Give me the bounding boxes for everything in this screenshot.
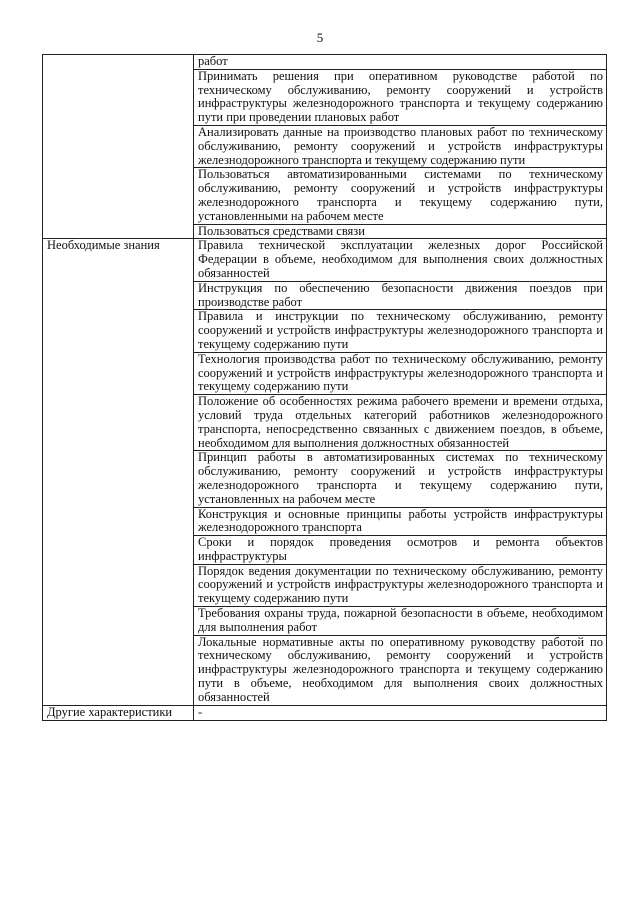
- knowledge-item: Технология производства работ по техническому обслуживанию, ремонту сооружений и устройств инфраструктуры железнодорожного транспорта и текущему содержанию пути: [194, 352, 607, 394]
- page-number: 5: [316, 30, 324, 45]
- table-row: [43, 239, 607, 281]
- skill-item: Принимать решения при оперативном руководстве работой по техническому обслуживанию, ремонту сооружений и устройств инфраструктуры железнодорожного транспорта и текущему содержанию пути при проведении плановых работ: [194, 69, 607, 125]
- knowledge-item: Требования охраны труда, пожарной безопасности в объеме, необходимом для выполнения работ: [194, 607, 607, 636]
- knowledge-item: Правила и инструкции по техническому обслуживанию, ремонту сооружений и устройств инфраструктуры железнодорожного транспорта и текущему содержанию пути: [194, 310, 607, 352]
- skill-item: Пользоваться автоматизированными системами по техническому обслуживанию, ремонту сооружений и устройств инфраструктуры железнодорожного транспорта и текущему содержанию пути, установленными на рабочем месте: [194, 168, 607, 224]
- knowledge-label: Необходимые знания: [43, 239, 194, 705]
- table-row: [43, 55, 607, 70]
- table-row: [43, 705, 607, 721]
- knowledge-item: Локальные нормативные акты по оперативному руководству работой по техническому обслуживанию, ремонту сооружений и устройств инфраструктуры железнодорожного транспорта и текущему содержанию пути в объеме, необходимом для выполнения своих должностных обязанностей: [194, 635, 607, 705]
- knowledge-item: Сроки и порядок проведения осмотров и ремонта объектов инфраструктуры: [194, 536, 607, 565]
- knowledge-item: Принцип работы в автоматизированных системах по техническому обслуживанию, ремонту сооружений и устройств инфраструктуры железнодорожного транспорта и текущему содержанию пути, установленных на рабочем месте: [194, 451, 607, 507]
- knowledge-item: Конструкция и основные принципы работы устройств инфраструктуры железнодорожного транспорта: [194, 507, 607, 536]
- knowledge-item: Инструкция по обеспечению безопасности движения поездов при производстве работ: [194, 281, 607, 310]
- skill-item: работ: [194, 55, 607, 70]
- knowledge-item: Порядок ведения документации по техническому обслуживанию, ремонту сооружений и устройств инфраструктуры железнодорожного транспорта и текущему содержанию пути: [194, 564, 607, 606]
- knowledge-item: Положение об особенностях режима рабочего времени и времени отдыха, условий труда отдельных категорий работников железнодорожного транспорта, непосредственно связанных с движением поездов, в объеме, необходимом для выполнения должностных обязанностей: [194, 395, 607, 451]
- job-requirements-table: [42, 54, 607, 721]
- knowledge-item: Правила технической эксплуатации железных дорог Российской Федерации в объеме, необходимом для выполнения своих должностных обязанностей: [194, 239, 607, 281]
- other-characteristics-label: Другие характеристики: [43, 705, 194, 721]
- other-characteristics-value: -: [194, 705, 607, 721]
- skill-item: Пользоваться средствами связи: [194, 224, 607, 239]
- skill-item: Анализировать данные на производство плановых работ по техническому обслуживанию, ремонту сооружений и устройств инфраструктуры железнодорожного транспорта и текущему содержанию пути: [194, 125, 607, 167]
- skills-label-cell: [43, 55, 194, 239]
